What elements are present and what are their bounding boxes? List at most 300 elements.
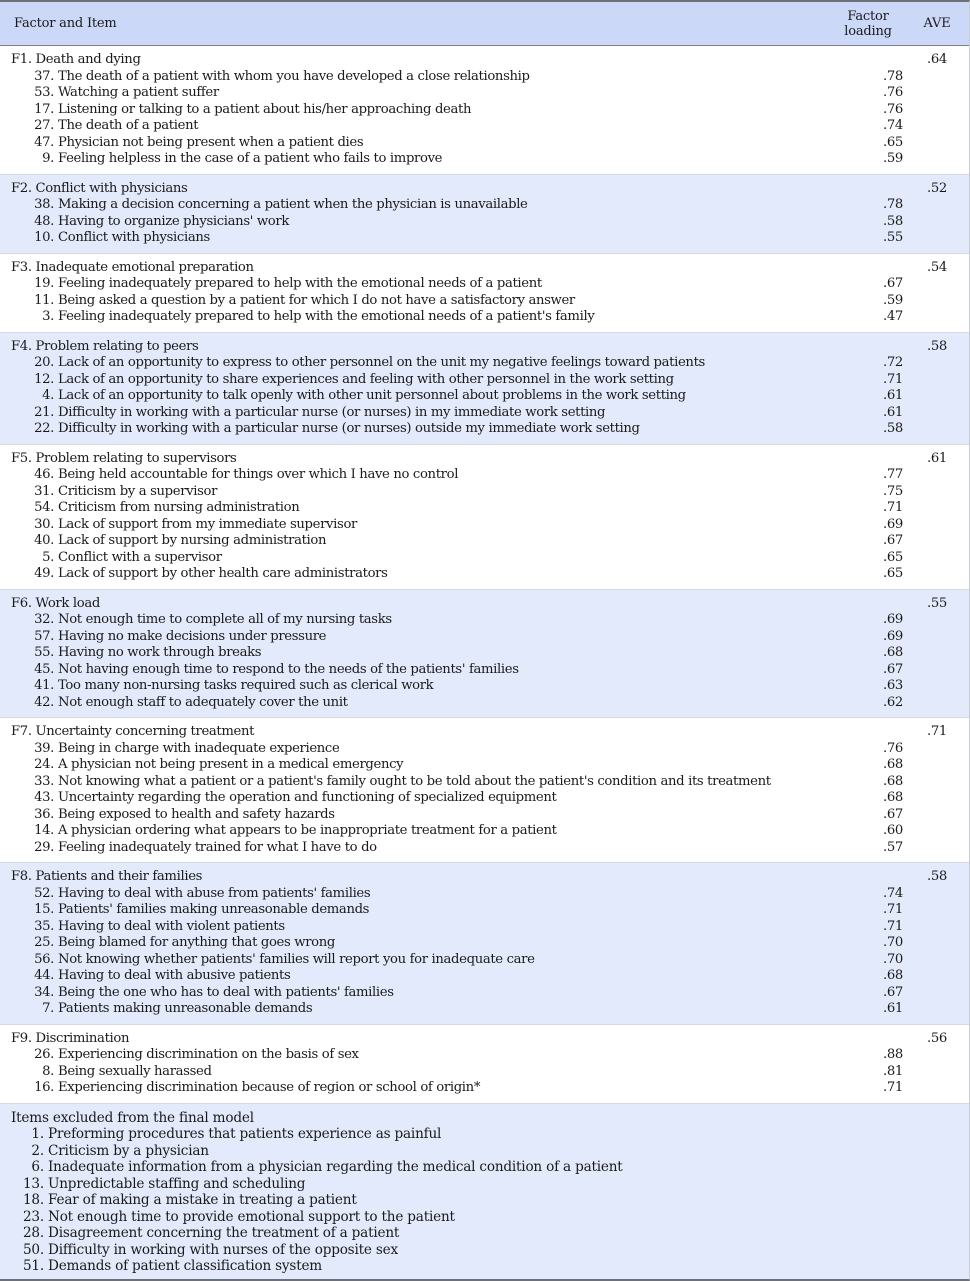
table-row [0,388,969,405]
table-row [0,741,969,758]
item-label [0,566,883,583]
item-label [0,774,883,791]
table-row [0,840,969,857]
item-text: Patients' families making unreasonable demands [58,902,370,917]
item-ave-empty [911,355,963,372]
item-number: 19. [34,276,54,291]
item-loading: .72 [883,355,903,370]
item-text: Patients making unreasonable demands [58,1001,313,1016]
item-text: Having no work through breaks [58,645,262,660]
item-label [0,276,883,293]
item-number: 27. [34,118,54,133]
factor-loading-empty [833,596,903,613]
item-ave-empty [911,550,963,567]
item-number: 21. [34,404,54,420]
factor-title-row [0,52,969,69]
header-factor-loading-line2: loading [844,23,892,39]
item-text: Criticism by a physician [48,1142,209,1159]
item-loading: .59 [883,292,903,308]
item-ave-empty [911,85,963,102]
item-label [0,840,883,857]
item-number: 53. [34,85,54,100]
item-number: 44. [34,968,54,983]
item-loading: .63 [883,678,903,693]
table-header [0,2,969,46]
item-number: 35. [34,918,54,934]
item-text: A physician ordering what appears to be inappropriate treatment for a patient [58,823,557,838]
item-text: Listening or talking to a patient about his/her approaching death [58,101,472,117]
item-ave-empty [911,151,963,168]
table-row [0,919,969,936]
item-loading: .65 [883,549,903,565]
table-row [0,230,969,247]
item-loading: .65 [883,566,903,581]
item-text: Lack of support from my immediate supervisor [58,516,357,532]
item-number: 57. [34,628,54,644]
factor-loading-empty [833,869,903,886]
item-loading: .69 [883,516,903,532]
table-row [0,151,969,168]
item-label [0,886,883,903]
factor-ave: .56 [927,1030,947,1046]
item-label [0,985,883,1002]
item-label [0,1258,969,1275]
item-text: Being blamed for anything that goes wrong [58,935,335,950]
item-text: Uncertainty regarding the operation and functioning of specialized equipment [58,790,557,805]
factor-title-row [0,869,969,886]
item-loading: .68 [883,968,903,983]
item-label [0,467,883,484]
item-ave-empty [911,372,963,389]
factor-title-row [0,260,969,277]
factor-group [0,254,969,333]
header-factor-item: Factor and Item [14,16,117,31]
item-loading: .76 [883,101,903,117]
item-ave-empty [911,500,963,517]
table-row [0,85,969,102]
item-text: Experiencing discrimination on the basis of sex [58,1047,359,1062]
item-label [0,678,883,695]
item-number: 31. [34,483,54,499]
excluded-item-row [0,1126,969,1143]
item-text: Having to deal with abuse from patients' families [58,885,371,901]
item-text: Conflict with a supervisor [58,549,222,565]
factor-title-row [0,596,969,613]
item-number: 6. [31,1159,44,1175]
factor-loading-empty [833,724,903,741]
table-row [0,533,969,550]
table-row [0,550,969,567]
item-loading: .69 [883,612,903,627]
item-text: Being held accountable for things over which I have no control [58,467,459,482]
factor-ave: .52 [927,180,947,196]
item-loading: .76 [883,740,903,756]
item-ave-empty [911,102,963,119]
item-label [0,1126,969,1143]
item-ave-empty [911,517,963,534]
item-loading: .70 [883,951,903,967]
item-ave-empty [911,952,963,969]
table-row [0,757,969,774]
factor-title-row [0,451,969,468]
item-ave-empty [911,757,963,774]
item-number: 28. [22,1225,44,1241]
item-number: 4. [42,388,54,403]
item-number: 20. [34,355,54,370]
item-label [0,484,883,501]
item-loading: .88 [883,1047,903,1062]
item-ave-empty [911,293,963,310]
factor-ave: .58 [927,869,947,884]
item-text: Being sexually harassed [58,1063,212,1079]
item-text: Being the one who has to deal with patients' families [58,984,394,1000]
item-label [0,807,883,824]
item-number: 32. [34,612,54,627]
factor-ave: .61 [927,450,947,466]
factor-group [0,175,969,254]
item-label [0,1001,883,1018]
item-text: Criticism by a supervisor [58,483,218,499]
item-label [0,1064,883,1081]
table-row [0,421,969,438]
item-label [0,1242,969,1259]
item-number: 29. [34,839,54,855]
item-text: Not enough staff to adequately cover the unit [58,694,348,710]
item-label [0,1080,883,1097]
item-ave-empty [911,935,963,952]
table-row [0,484,969,501]
factor-title: F1. Death and dying [11,52,141,67]
item-ave-empty [911,1064,963,1081]
item-loading: .77 [883,467,903,482]
item-label [0,757,883,774]
item-label [0,118,883,135]
item-ave-empty [911,230,963,247]
header-ave: AVE [923,16,951,31]
item-loading: .71 [883,918,903,934]
item-loading: .78 [883,68,903,84]
item-text: Unpredictable staffing and scheduling [48,1175,306,1192]
item-text: Feeling helpless in the case of a patient who fails to improve [58,151,443,166]
item-ave-empty [911,823,963,840]
item-label [0,741,883,758]
factor-group [0,333,969,445]
table-row [0,197,969,214]
item-label [0,952,883,969]
table-row [0,276,969,293]
table-row [0,102,969,119]
item-loading: .78 [883,197,903,212]
item-ave-empty [911,197,963,214]
item-number: 33. [34,773,54,789]
item-label [0,1209,969,1226]
item-number: 14. [34,823,54,838]
table-row [0,935,969,952]
item-label [0,935,883,952]
table-row [0,467,969,484]
factor-ave: .55 [927,595,947,611]
item-number: 24. [34,757,54,772]
excluded-item-row [0,1209,969,1226]
item-loading: .71 [883,500,903,515]
item-text: Feeling inadequately prepared to help with the emotional needs of a patient [58,276,542,291]
item-number: 46. [34,467,54,482]
table-row [0,1001,969,1018]
item-loading: .65 [883,134,903,150]
item-label [0,197,883,214]
item-ave-empty [911,69,963,86]
item-loading: .62 [883,694,903,710]
item-ave-empty [911,886,963,903]
item-label [0,372,883,389]
item-number: 15. [34,902,54,917]
item-ave-empty [911,790,963,807]
item-number: 13. [22,1175,44,1192]
item-number: 5. [42,549,54,565]
item-label [0,1225,969,1242]
item-text: Lack of an opportunity to talk openly with other unit personnel about problems in the work setting [58,388,686,403]
item-text: Lack of an opportunity to share experiences and feeling with other personnel in the work setting [58,371,674,387]
item-loading: .58 [883,213,903,229]
item-label [0,102,883,119]
item-number: 12. [34,371,54,387]
factor-group [0,46,969,175]
factor-group [0,445,969,590]
item-loading: .68 [883,773,903,789]
table-row [0,645,969,662]
item-loading: .71 [883,1080,903,1095]
item-label [0,500,883,517]
item-ave-empty [911,309,963,326]
item-text: Too many non-nursing tasks required such as clerical work [58,678,434,693]
factor-title: F2. Conflict with physicians [11,180,188,196]
factor-title: F9. Discrimination [11,1030,130,1046]
item-loading: .60 [883,823,903,838]
excluded-item-row [0,1242,969,1259]
item-label [0,405,883,422]
table-row [0,309,969,326]
item-label [0,230,883,247]
factor-loading-empty [833,451,903,468]
factor-group [0,1025,969,1104]
item-loading: .61 [883,1001,903,1016]
table-row [0,629,969,646]
item-text: Being in charge with inadequate experience [58,740,340,756]
item-label [0,790,883,807]
factor-title-row [0,181,969,198]
item-text: Criticism from nursing administration [58,500,300,515]
factor-loading-empty [833,1031,903,1048]
item-ave-empty [911,612,963,629]
item-ave-empty [911,1047,963,1064]
item-number: 50. [22,1241,44,1258]
item-ave-empty [911,214,963,231]
item-label [0,214,883,231]
table-row [0,678,969,695]
table-row [0,214,969,231]
table-row [0,612,969,629]
item-ave-empty [911,774,963,791]
table-row [0,823,969,840]
item-number: 47. [34,134,54,150]
item-number: 54. [34,500,54,515]
item-label [0,517,883,534]
table-row [0,1080,969,1097]
item-text: Feeling inadequately prepared to help with the emotional needs of a patient's family [58,309,595,324]
item-ave-empty [911,388,963,405]
item-text: Preforming procedures that patients experience as painful [48,1126,442,1142]
item-loading: .74 [883,885,903,901]
item-loading: .57 [883,839,903,855]
item-text: Fear of making a mistake in treating a patient [48,1192,357,1208]
factor-title-row [0,1031,969,1048]
item-loading: .61 [883,388,903,403]
item-number: 3. [42,309,54,324]
item-text: Feeling inadequately trained for what I have to do [58,839,377,855]
item-text: Lack of support by other health care administrators [58,566,388,581]
item-text: Difficulty in working with a particular nurse (or nurses) outside my immediate work setting [58,421,640,436]
item-text: Not knowing what a patient or a patient's family ought to be told about the patient's condition and its treatment [58,773,771,789]
item-text: Demands of patient classification system [48,1258,322,1274]
table-row [0,69,969,86]
item-loading: .61 [883,404,903,420]
item-ave-empty [911,695,963,712]
item-loading: .67 [883,533,903,548]
item-label [0,629,883,646]
item-text: Making a decision concerning a patient when the physician is unavailable [58,197,528,212]
item-ave-empty [911,533,963,550]
table-row [0,886,969,903]
item-number: 26. [34,1047,54,1062]
table-body [0,46,969,1279]
table-row [0,372,969,389]
item-number: 18. [22,1192,44,1208]
item-loading: .71 [883,371,903,387]
item-number: 49. [34,566,54,581]
item-ave-empty [911,919,963,936]
table-row [0,1047,969,1064]
item-label [0,612,883,629]
excluded-items-group [0,1104,969,1279]
item-loading: .70 [883,935,903,950]
item-text: Not enough time to complete all of my nursing tasks [58,612,392,627]
item-text: A physician not being present in a medical emergency [58,757,404,772]
item-number: 23. [22,1208,44,1225]
item-label [0,309,883,326]
table-row [0,1064,969,1081]
table-row [0,902,969,919]
item-label [0,1143,969,1160]
item-number: 11. [34,292,54,308]
item-loading: .68 [883,757,903,772]
item-label [0,695,883,712]
factor-ave: .58 [927,338,947,354]
item-number: 48. [34,213,54,229]
item-label [0,533,883,550]
factor-title: F4. Problem relating to peers [11,338,199,354]
item-label [0,662,883,679]
item-ave-empty [911,840,963,857]
table-row [0,952,969,969]
item-text: Inadequate information from a physician regarding the medical condition of a patient [48,1159,623,1175]
item-ave-empty [911,1080,963,1097]
item-number: 45. [34,661,54,677]
item-number: 7. [42,1001,54,1016]
item-text: Watching a patient suffer [58,85,219,100]
item-text: Disagreement concerning the treatment of a patient [48,1225,400,1241]
table-row [0,355,969,372]
item-label [0,1176,969,1193]
item-label [0,85,883,102]
factor-title-row [0,339,969,356]
table-row [0,135,969,152]
factor-group [0,718,969,863]
item-loading: .69 [883,628,903,644]
excluded-title-row [0,1110,969,1127]
factor-group [0,590,969,719]
item-label [0,919,883,936]
item-number: 42. [34,694,54,710]
item-loading: .47 [883,309,903,324]
item-text: The death of a patient with whom you have developed a close relationship [58,68,530,84]
table-row [0,968,969,985]
item-loading: .67 [883,276,903,291]
item-text: Having to organize physicians' work [58,213,289,229]
factor-title: F8. Patients and their families [11,869,203,884]
excluded-item-row [0,1258,969,1275]
factor-loading-empty [833,52,903,69]
item-number: 16. [34,1080,54,1095]
item-text: Conflict with physicians [58,230,210,245]
item-ave-empty [911,662,963,679]
item-text: Not knowing whether patients' families will report you for inadequate care [58,951,535,967]
factor-title: F7. Uncertainty concerning treatment [11,724,255,739]
item-number: 43. [34,790,54,805]
item-ave-empty [911,118,963,135]
item-label [0,968,883,985]
item-loading: .67 [883,661,903,677]
item-label [0,421,883,438]
item-ave-empty [911,566,963,583]
factor-ave: .64 [927,52,947,67]
item-ave-empty [911,1001,963,1018]
item-ave-empty [911,484,963,501]
item-text: Lack of an opportunity to express to other personnel on the unit my negative feelings toward patients [58,355,705,370]
item-ave-empty [911,741,963,758]
item-label [0,1047,883,1064]
item-text: The death of a patient [58,118,199,133]
item-label [0,823,883,840]
item-ave-empty [911,807,963,824]
item-loading: .67 [883,806,903,822]
item-loading: .67 [883,984,903,1000]
item-loading: .68 [883,790,903,805]
item-label [0,293,883,310]
item-label [0,1159,969,1176]
excluded-item-row [0,1225,969,1242]
item-number: 38. [34,197,54,212]
item-ave-empty [911,645,963,662]
item-number: 56. [34,951,54,967]
table-row [0,695,969,712]
item-number: 37. [34,68,54,84]
header-factor-loading-line1: Factor [847,8,889,24]
item-text: Having to deal with abusive patients [58,968,291,983]
item-text: Having to deal with violent patients [58,918,285,934]
table-row [0,118,969,135]
item-number: 55. [34,645,54,660]
item-number: 34. [34,984,54,1000]
